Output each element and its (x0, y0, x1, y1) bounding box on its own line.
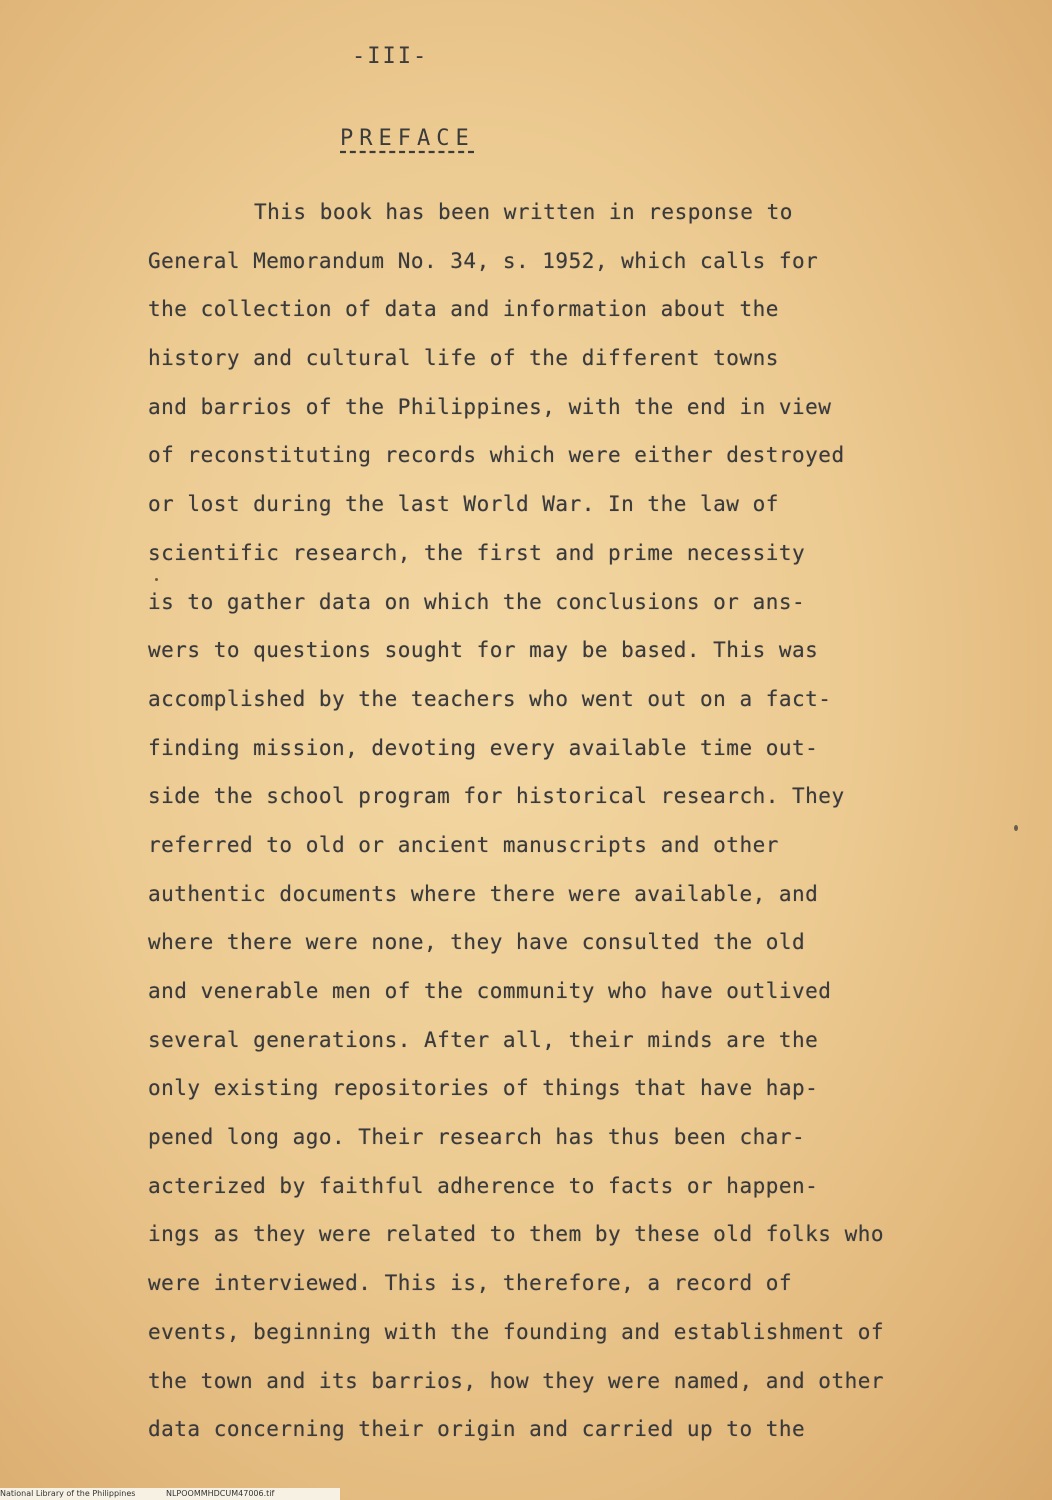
text-line: is to gather data on which the conclusions or ans- (148, 589, 806, 614)
file-name: NLPOOMMHDCUM47006.tif (165, 1489, 275, 1498)
page-title: PREFACE (340, 126, 475, 151)
text-line: finding mission, devoting every available time out- (148, 735, 819, 760)
text-line: or lost during the last World War. In the law of (148, 492, 779, 517)
text-line: several generations. After all, their minds are the (148, 1027, 819, 1052)
text-line: the collection of data and information about the (148, 297, 779, 322)
text-line: the town and its barrios, how they were named, and other (148, 1368, 885, 1393)
body-text (148, 196, 988, 1462)
text-line: and barrios of the Philippines, with the end in view (148, 394, 832, 419)
text-line: scientific research, the first and prime necessity (148, 540, 806, 565)
text-line: acterized by faithful adherence to facts or happen- (148, 1173, 819, 1198)
text-line: pened long ago. Their research has thus been char- (148, 1125, 806, 1150)
text-line: referred to old or ancient manuscripts and other (148, 832, 779, 857)
library-credit: National Library of the Philippines (0, 1489, 136, 1498)
text-line: events, beginning with the founding and establishment of (148, 1319, 885, 1344)
text-line: This book has been written in response to (254, 200, 793, 224)
text-line: authentic documents where there were available, and (148, 881, 819, 906)
text-line: data concerning their origin and carried up to the (148, 1417, 806, 1442)
text-line: of reconstituting records which were either destroyed (148, 443, 845, 468)
text-line: where there were none, they have consulted the old (148, 930, 806, 955)
text-line: accomplished by the teachers who went out on a fact- (148, 686, 832, 711)
ink-speck (1014, 825, 1018, 831)
text-line: were interviewed. This is, therefore, a record of (148, 1271, 793, 1296)
scan-footer (0, 1488, 340, 1500)
text-line: ings as they were related to them by these old folks who (148, 1222, 885, 1247)
text-line: and venerable men of the community who have outlived (148, 979, 832, 1003)
ink-speck (155, 578, 158, 581)
text-line: side the school program for historical research. They (148, 784, 845, 809)
text-line: only existing repositories of things that have hap- (148, 1076, 819, 1101)
text-line: wers to questions sought for may be based. This was (148, 638, 819, 663)
text-line: history and cultural life of the different towns (148, 346, 779, 371)
page-number: -III- (352, 44, 429, 69)
text-line: General Memorandum No. 34, s. 1952, which calls for (148, 248, 819, 273)
